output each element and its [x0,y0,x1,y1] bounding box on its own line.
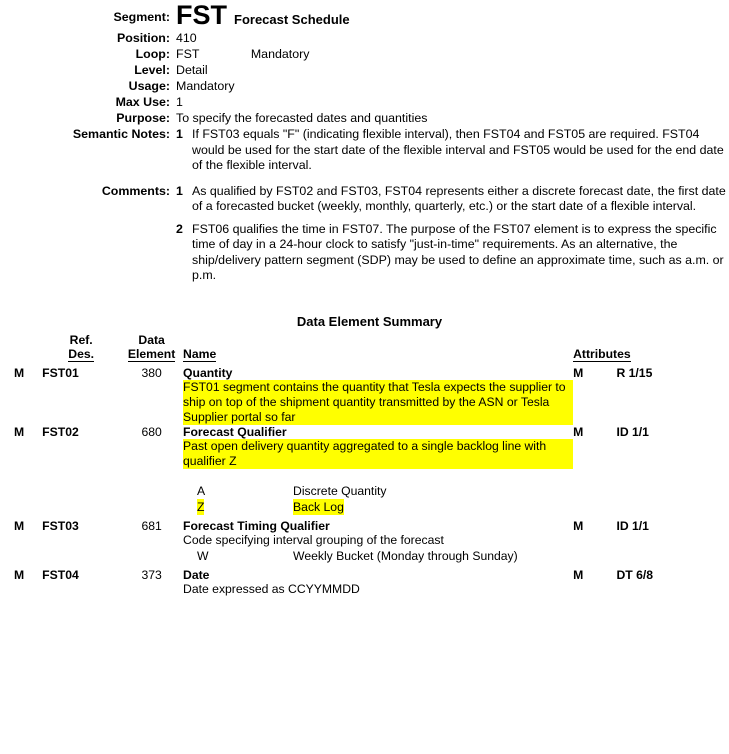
segment-label: Segment: [113,10,170,24]
segment-row [0,0,729,30]
header-usage-cell [14,333,42,347]
comment-item [176,222,729,284]
header-attributes-cell [573,347,714,362]
row-usage: M [14,518,25,533]
row-description: Past open delivery quantity aggregated to a single backlog line with qualifier Z [183,439,573,469]
loop-label: Loop: [135,47,170,61]
row-name-cell [183,425,573,469]
segment-title [176,0,729,30]
row-attr-type: ID 1/1 [616,424,649,439]
code-list [183,548,714,564]
header-name-spacer [183,333,573,347]
code-list-row [14,548,714,564]
data-element-summary-table [14,333,714,597]
table-row [14,425,714,469]
semantic-notes-label: Semantic Notes: [72,127,170,141]
code-id-text: Z [197,499,205,514]
header-element-cell-2 [120,347,183,362]
row-name: Forecast Qualifier [183,424,287,439]
table-row [14,362,714,425]
loop-value: FST [176,47,200,61]
code-description: Discrete Quantity [293,483,387,498]
header-ref-line1: Ref. [69,332,93,347]
header-ref-line2: Des. [68,346,95,361]
code-ref-spacer [42,548,120,564]
row-attr-type: DT 6/8 [616,567,654,582]
loop-value-group [176,47,729,62]
row-attr-type: R 1/15 [616,365,653,380]
comments-label: Comments: [101,183,170,198]
comments-list [176,184,729,284]
row-ref: FST02 [42,424,79,439]
code-id-text: A [197,483,206,498]
usage-row [0,79,729,94]
code-id [183,499,293,515]
semantic-note-number: 1 [176,127,183,141]
header-element-cell [120,333,183,347]
header-ref-cell-2 [42,347,120,362]
header-attributes-label: Attributes [573,346,631,361]
row-attr-req: M [573,518,584,533]
semantic-note-text: If FST03 equals "F" (indicating flexible interval), then FST04 and FST05 are required. FST04 would be used for the start date of the flexible interval and FST05 would be used for the end date of the flexible interval. [192,127,724,172]
code-item [183,499,714,515]
row-element: 373 [141,567,162,582]
comment-text: FST06 qualifies the time in FST07. The purpose of the FST07 element is to express the specific time of day in a 24-hour clock to satisfy "just-in-time" requirements. As an alternative, the ship/delivery pattern segment (SDP) may be used to define an approximate time, such as a.m. or p.m. [192,221,724,282]
code-element-spacer [120,548,183,564]
purpose-row [0,111,729,126]
max-use-label: Max Use: [115,95,170,109]
header-name-cell [183,347,573,362]
row-ref: FST03 [42,518,79,533]
comment-text: As qualified by FST02 and FST03, FST04 represents either a discrete forecast date, the first date of a forecasted bucket (weekly, monthly, quarterly, etc.) or the start date of a flexible interval. [192,183,726,213]
header-attr-spacer [573,333,616,347]
level-label: Level: [134,63,170,77]
table-header-row-2 [14,347,714,362]
purpose-value: To specify the forecasted dates and quantities [176,111,428,125]
row-attr-req: M [573,424,584,439]
header-element-line2: Element [127,346,176,361]
row-attr-type: ID 1/1 [616,518,649,533]
usage-value: Mandatory [176,79,235,93]
position-row [0,31,729,46]
level-value: Detail [176,63,208,77]
table-row [14,515,714,548]
semantic-notes-list [176,127,729,174]
header-name-label: Name [183,346,217,361]
purpose-label: Purpose: [116,111,170,125]
code-description: Back Log [293,499,344,514]
header-element-line1: Data [138,332,165,347]
row-name: Date [183,567,210,582]
row-description: Code specifying interval grouping of the forecast [183,532,444,547]
row-usage: M [14,424,25,439]
loop-requirement: Mandatory [250,47,310,61]
segment-code: FST [176,0,227,30]
row-usage: M [14,365,25,380]
code-description: Weekly Bucket (Monday through Sunday) [293,548,518,563]
header-usage-cell-2 [14,347,42,362]
row-ref: FST01 [42,365,79,380]
comment-number: 2 [176,221,183,236]
row-description: Date expressed as CCYYMMDD [183,581,360,596]
code-id [183,548,293,564]
max-use-row [0,95,729,110]
position-label: Position: [117,31,170,45]
row-usage: M [14,567,25,582]
segment-name: Forecast Schedule [234,12,350,27]
code-list-row [14,483,714,515]
header-attr2-spacer [616,333,714,347]
table-header-row [14,333,714,347]
row-attr-req: M [573,365,584,380]
data-element-summary-title: Data Element Summary [296,313,443,329]
row-element: 680 [141,424,162,439]
code-element-spacer [120,483,183,515]
code-id-text: W [197,548,209,563]
semantic-notes-row [0,127,729,174]
code-usage-spacer [14,548,42,564]
position-value: 410 [176,31,197,45]
code-item [183,548,714,564]
comment-number: 1 [176,183,183,198]
segment-header [0,0,729,284]
spacer-row [14,469,714,483]
row-ref: FST04 [42,567,79,582]
code-item [183,483,714,499]
loop-row [0,47,729,62]
code-id [183,483,293,499]
usage-label: Usage: [128,79,170,93]
level-row [0,63,729,78]
row-name: Forecast Timing Qualifier [183,518,330,533]
row-name-cell [183,362,573,425]
code-usage-spacer [14,483,42,515]
max-use-value: 1 [176,95,183,109]
header-ref-cell [42,333,120,347]
table-row [14,564,714,597]
row-name: Quantity [183,365,233,380]
row-element: 681 [141,518,162,533]
comment-item [176,184,729,215]
code-list [183,483,714,515]
semantic-note [176,127,729,174]
row-element: 380 [141,365,162,380]
code-ref-spacer [42,483,120,515]
row-description: FST01 segment contains the quantity that Tesla expects the supplier to ship on top of the shipment quantity transmitted by the ASN or Tesla Supplier portal so far [183,380,573,425]
row-name-cell [183,515,573,548]
row-attr-req: M [573,567,584,582]
row-name-cell [183,564,573,597]
comments-row [0,184,729,284]
